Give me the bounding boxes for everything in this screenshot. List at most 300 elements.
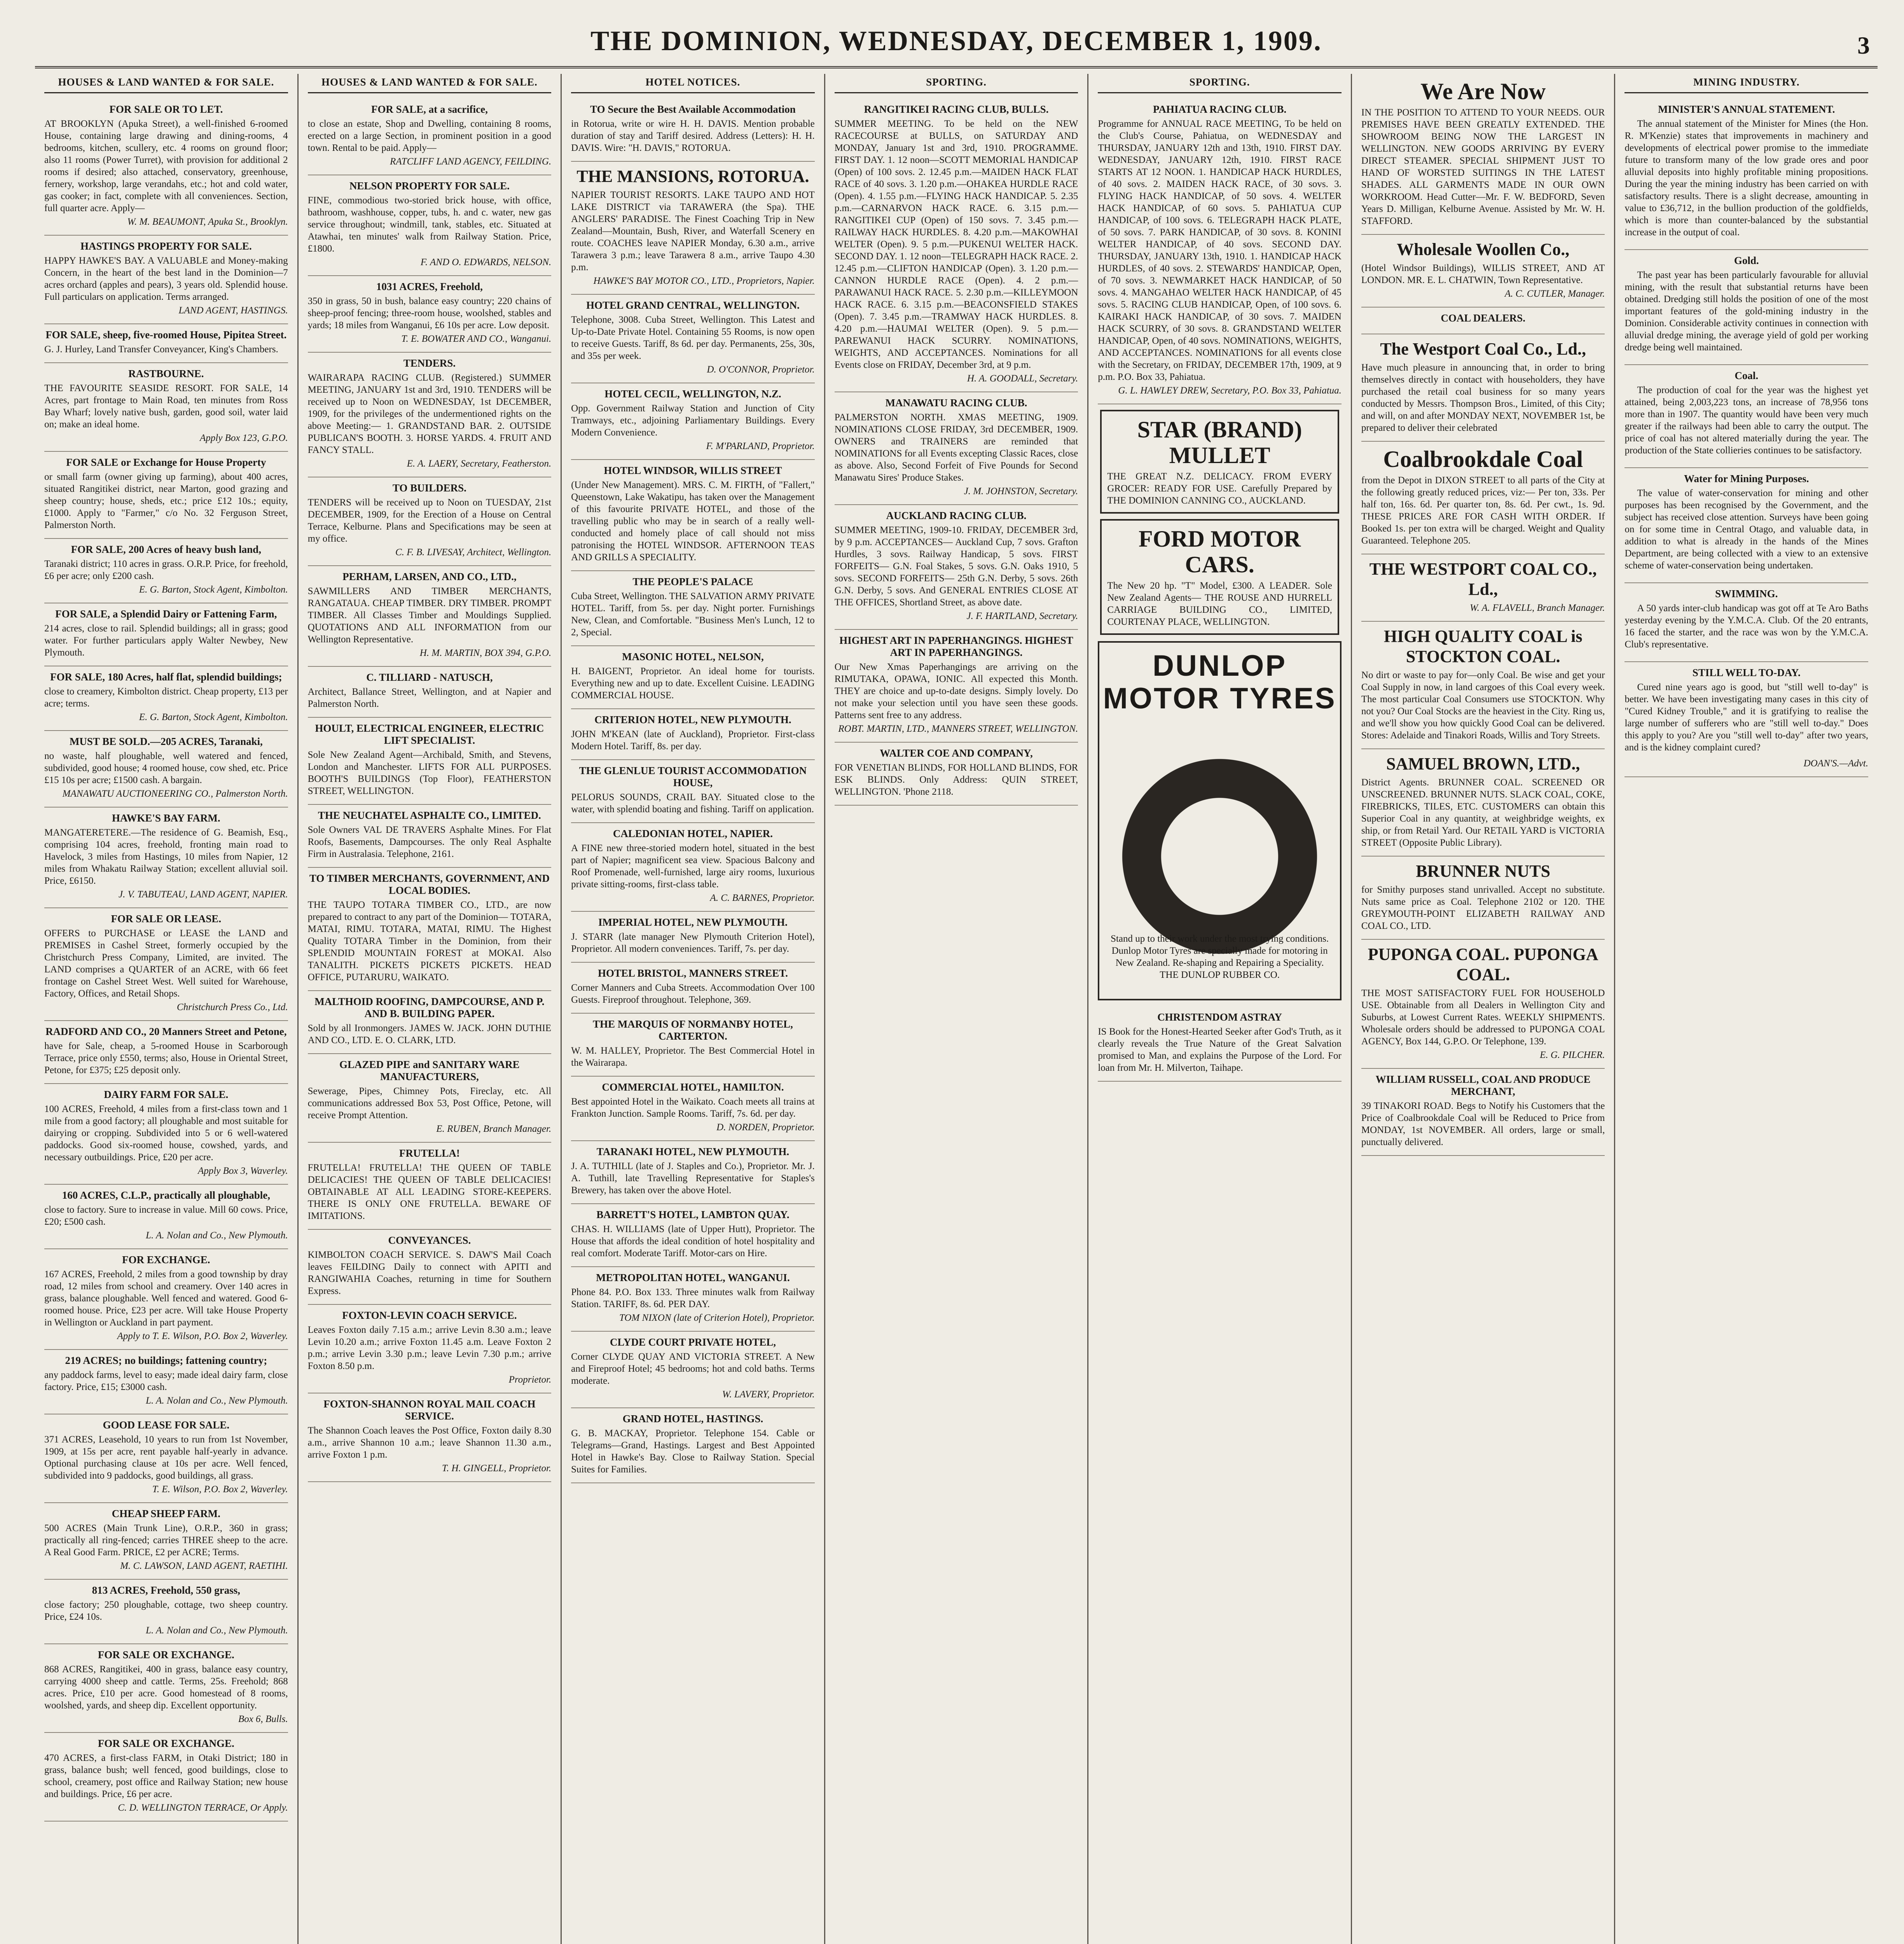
advertisement-title: CHRISTENDOM ASTRAY xyxy=(1157,1011,1282,1023)
advertisement-signature: D. NORDEN, Proprietor. xyxy=(716,1122,815,1133)
advertisement-title: STILL WELL TO-DAY. xyxy=(1692,667,1801,678)
advertisement xyxy=(1361,442,1605,554)
advertisement-title: DUNLOP MOTOR TYRES xyxy=(1103,649,1336,715)
advertisement xyxy=(1361,940,1605,1069)
advertisement xyxy=(308,276,552,353)
advertisement-title: TO TIMBER MERCHANTS, GOVERNMENT, AND LOCAL BODIES. xyxy=(309,872,550,896)
advertisement-title: TENDERS. xyxy=(403,357,456,369)
advertisement xyxy=(571,571,815,646)
advertisement xyxy=(571,460,815,571)
advertisement-title: Coal. xyxy=(1735,370,1759,381)
advertisement-body: SAWMILLERS AND TIMBER MERCHANTS, RANGATAUA. CHEAP TIMBER. DRY TIMBER. PROMPT TIMBER. All Classes Timber and Mouldings Supplied. QUOTATIONS AND ALL INFORMATION from our Wellington Representative. xyxy=(307,586,552,645)
advertisement-signature: HAWKE'S BAY MOTOR CO., LTD., Proprietors, Napier. xyxy=(593,276,815,286)
advertisement-title: Wholesale Woollen Co., xyxy=(1397,240,1570,259)
advertisement-body: IS Book for the Honest-Hearted Seeker after God's Truth, as it clearly reveals the True Nature of the Great Salvation promised to Man, and explains the Purpose of the Lord. For loan from Mr. H. Milverton, Taihape. xyxy=(1098,1026,1342,1073)
advertisement xyxy=(44,1249,288,1350)
advertisement-title: MINISTER'S ANNUAL STATEMENT. xyxy=(1658,103,1835,115)
advertisement-body: 371 ACRES, Leasehold, 10 years to run from 1st November, 1909, at 15s per acre, rent payable half-yearly in advance. Optional purchasing clause at 10s per acre. Well fenced, subdivided into 9 paddocks, good buildings, all grass. xyxy=(44,1434,288,1481)
advertisement-body: 868 ACRES, Rangitikei, 400 in grass, balance easy country, carrying 4000 sheep and cattle. Terms, 25s. Freehold; 868 acres. Price, £10 per acre. Good homestead of 8 rooms, woolshed, yards, and sheep dip. Excellent opportunity. xyxy=(44,1664,288,1711)
advertisement-title: COAL DEALERS. xyxy=(1441,312,1525,324)
advertisement xyxy=(1625,365,1868,468)
advertisement xyxy=(44,1414,288,1503)
advertisement xyxy=(1361,74,1605,235)
advertisement-title: 1031 ACRES, Freehold, xyxy=(376,281,483,292)
advertisement-signature: W. LAVERY, Proprietor. xyxy=(722,1389,815,1400)
advertisement-body: PELORUS SOUNDS, CRAIL BAY. Situated close to the water, with splendid boating and fishing. Tariff on application. xyxy=(571,792,815,815)
advertisement xyxy=(44,539,288,603)
advertisement xyxy=(1361,749,1605,857)
advertisement xyxy=(44,603,288,666)
advertisement xyxy=(44,666,288,731)
advertisement-body: The New 20 hp. "T" Model, £300. A LEADER. Sole New Zealand Agents— THE ROUSE AND HURRELL CARRIAGE BUILDING CO., LIMITED, COURTENAY PLACE, WELLINGTON. xyxy=(1107,580,1332,627)
advertisement-signature: Christchurch Press Co., Ltd. xyxy=(176,1002,288,1012)
advertisement xyxy=(1625,99,1868,250)
advertisement-body: 100 ACRES, Freehold, 4 miles from a first-class town and 1 mile from a good factory; all ploughable and most suitable for dairying or cropping. Subdivided into 5 or 6 well-watered paddocks. Good six-roomed house, cowshed, yards, and necessary outbuildings. Price, £20 per acre. xyxy=(44,1104,288,1163)
advertisement xyxy=(571,99,815,162)
advertisement xyxy=(308,667,552,718)
advertisement-body: The past year has been particularly favourable for alluvial mining, with the result that substantial returns have been obtained. Dredging still holds the position of one of the most important features of the gold-mining industry in the Dominion. Considerable activity continues in connection with alluvial dredge mining, the average yield of gold per working dredge being well maintained. xyxy=(1625,270,1869,353)
page-number: 3 xyxy=(1857,31,1870,59)
advertisement-body: or small farm (owner giving up farming), about 400 acres, situated Rangitikei district, near Marton, good grazing and sheep country; house, sheds, etc.; price £12 10s.; equity, £1000. Apply to "Farmer," c/o No. 32 Ferguson Street, Palmerston North. xyxy=(44,472,288,530)
advertisement xyxy=(1361,308,1605,334)
advertisement-title: PAHIATUA RACING CLUB. xyxy=(1153,103,1287,115)
advertisement-body: AT BROOKLYN (Apuka Street), a well-finished 6-roomed House, containing large drawing and dining-rooms, 4 bedrooms, kitchen, scullery, etc. 4 rooms on ground floor; also 11 rooms (Power Turret), with provision for additional 2 rooms if desired; also attached, conservatory, greenhouse, fernery, workshop, large verandahs, etc.; hot and cold water, gas cooker; in fact, complete with all conveniences. Section, full quarter acre. Apply— xyxy=(44,119,288,213)
advertisement-body: Sewerage, Pipes, Chimney Pots, Fireclay, etc. All communications addressed Box 53, Post Office, Petone, will receive Prompt Attention. xyxy=(307,1086,552,1121)
advertisement xyxy=(308,805,552,868)
advertisement-title: We Are Now xyxy=(1420,79,1546,104)
advertisement-title: 219 ACRES; no buildings; fattening country; xyxy=(65,1355,267,1366)
advertisement-body: 500 ACRES (Main Trunk Line), O.R.P., 360 in grass; practically all ring-fenced; carries THREE sheep to the acre. A Real Good Farm. PRICE, £2 per ACRE; Terms. xyxy=(44,1523,288,1558)
advertisement xyxy=(1361,1069,1605,1156)
advertisement-title: THE NEUCHATEL ASPHALTE CO., LIMITED. xyxy=(318,809,541,821)
advertisement-body: FOR VENETIAN BLINDS, FOR HOLLAND BLINDS, FOR ESK BLINDS. Only Address: QUIN STREET, WELLINGTON. 'Phone 2118. xyxy=(834,762,1078,797)
advertisement xyxy=(571,383,815,460)
advertisement-body: OFFERS to PURCHASE or LEASE the LAND and PREMISES in Cashel Street, formerly occupied by the Christchurch Press Company, Limited, are invited. The LAND comprises a QUARTER of an ACRE, with 66 feet frontage on Cashel Street West. Well suited for Warehouse, Factory, Offices, and Retail Shops. xyxy=(44,928,288,999)
advertisement xyxy=(571,1332,815,1408)
advertisement-title: FRUTELLA! xyxy=(399,1147,460,1159)
advertisement xyxy=(571,823,815,912)
advertisement-title: FORD MOTOR CARS. xyxy=(1138,526,1301,577)
advertisement-title: MASONIC HOTEL, NELSON, xyxy=(622,651,764,663)
column-heading: HOUSES & LAND WANTED & FOR SALE. xyxy=(308,74,552,93)
column-heading: SPORTING. xyxy=(835,74,1078,93)
advertisement-body: WAIRARAPA RACING CLUB. (Registered.) SUMMER MEETING, JANUARY 1st and 3rd, 1910. TENDERS will be received up to Noon on WEDNESDAY, 1st DECEMBER, 1909, for the privileges of the undermentioned rights on the above Meeting:— 1. GRANDSTAND BAR. 2. OUTSIDE PUBLICAN'S BOOTH. 3. HORSE YARDS. 4. FRUIT AND FANCY STALL. xyxy=(307,372,552,455)
advertisement-body: G. J. Hurley, Land Transfer Conveyancer, King's Chambers. xyxy=(44,344,278,355)
advertisement-body: close factory; 250 ploughable, cottage, two sheep country. Price, £24 10s. xyxy=(44,1600,288,1622)
advertisement xyxy=(44,731,288,808)
column-2 xyxy=(299,74,562,1944)
advertisement xyxy=(571,963,815,1014)
advertisement-body: Taranaki district; 110 acres in grass. O.R.P. Price, for freehold, £6 per acre; only £200 cash. xyxy=(44,559,288,581)
advertisement xyxy=(571,1141,815,1204)
advertisement-body: The value of water-conservation for mining and other purposes has been recognised by the Government, and the subject has received close attention. Surveys have been going on for some time in Central Otago, and valuable data, in addition to what is already in the hands of the Mines Department, are being collected with a view to an extensive scheme of water-conservation being undertaken. xyxy=(1625,488,1869,571)
advertisement xyxy=(44,1185,288,1249)
advertisement xyxy=(1361,622,1605,749)
advertisement xyxy=(835,505,1078,630)
advertisement-body: Cuba Street, Wellington. THE SALVATION ARMY PRIVATE HOTEL. Tariff, from 5s. per day. Night porter. Furnishings New, Clean, and Comfortable. "Business Men's Lunch, 12 to 2, Special. xyxy=(571,591,815,638)
advertisement-body: A FINE new three-storied modern hotel, situated in the best part of Napier; magnificent sea view. Spacious Balcony and Roof Promenade, well-furnished, large airy rooms, luxurious private sitting-rooms, first-class table. xyxy=(571,843,815,890)
advertisement-title: RANGITIKEI RACING CLUB, BULLS. xyxy=(864,103,1049,115)
advertisement-signature: J. F. HARTLAND, Secretary. xyxy=(966,611,1078,621)
advertisement-title: HIGH QUALITY COAL is STOCKTON COAL. xyxy=(1383,627,1583,666)
advertisement-body: MANGATERETERE.—The residence of G. Beamish, Esq., comprising 104 acres, freehold, fronting main road to Havelock, 3 miles from Hastings, 10 miles from Napier, 12 miles from Whakatu Railway Station; excellent alluvial soil. Price, £6150. xyxy=(44,827,288,886)
advertisement-title: PUPONGA COAL. PUPONGA COAL. xyxy=(1368,945,1598,984)
advertisement-signature: Apply to T. E. Wilson, P.O. Box 2, Waverley. xyxy=(117,1331,288,1341)
advertisement-title: FOR SALE OR TO LET. xyxy=(109,103,223,115)
masthead-title: THE DOMINION, WEDNESDAY, DECEMBER 1, 1909. xyxy=(590,25,1322,56)
advertisement-body: No dirt or waste to pay for—only Coal. Be wise and get your Coal Supply in now, in land cargoes of this Coal every week. The most particular Coal Consumers use STOCKTON. Why not you? Our Coal Stocks are the heaviest in the City. Ring us, and we'll show you how quickly Good Coal can be delivered. Stores: Adelaide and Tinakori Roads, Willis and Tory Streets. xyxy=(1361,670,1605,741)
advertisement xyxy=(1098,641,1342,1000)
advertisement xyxy=(571,1014,815,1077)
advertisement-title: THE PEOPLE'S PALACE xyxy=(632,576,753,587)
advertisement xyxy=(1625,662,1868,777)
advertisement-signature: C. D. WELLINGTON TERRACE, Or Apply. xyxy=(118,1802,288,1813)
advertisement-signature: MANAWATU AUCTIONEERING CO., Palmerston North. xyxy=(62,788,288,799)
advertisement-body: Best appointed Hotel in the Waikato. Coach meets all trains at Frankton Junction. Sample Rooms. Tariff, 7s. 6d. per day. xyxy=(571,1096,815,1119)
advertisement-title: HOULT, ELECTRICAL ENGINEER, ELECTRIC LIFT SPECIALIST. xyxy=(315,722,544,746)
advertisement-body: have for Sale, cheap, a 5-roomed House in Scarborough Terrace, price only £550, terms; also, House in Oriental Street, Petone, for £375; £25 deposit only. xyxy=(44,1041,288,1075)
advertisement-title: C. TILLIARD - NATUSCH, xyxy=(366,671,493,683)
advertisement-title: HIGHEST ART IN PAPERHANGINGS. HIGHEST ART IN PAPERHANGINGS. xyxy=(839,635,1073,658)
advertisement xyxy=(308,991,552,1054)
advertisement-title: HOTEL CECIL, WELLINGTON, N.Z. xyxy=(604,388,781,400)
column-heading: HOUSES & LAND WANTED & FOR SALE. xyxy=(44,74,288,93)
advertisement-signature: T. E. BOWATER AND CO., Wanganui. xyxy=(401,334,552,344)
advertisement-signature: T. E. Wilson, P.O. Box 2, Waverley. xyxy=(152,1484,288,1495)
advertisement-body: A 50 yards inter-club handicap was got off at Te Aro Baths yesterday evening by the Y.M.C.A. Club. Of the 20 entrants, 16 faced the starter, and the race was won by the Y.M.C.A. Club's representative. xyxy=(1625,603,1869,650)
advertisement-signature: LAND AGENT, HASTINGS. xyxy=(178,305,288,316)
advertisement-body: Corner CLYDE QUAY AND VICTORIA STREET. A New and Fireproof Hotel; 45 bedrooms; hot and cold baths. Terms moderate. xyxy=(571,1351,815,1386)
advertisement-body: THE FAVOURITE SEASIDE RESORT. FOR SALE, 14 Acres, part frontage to Main Road, ten minutes from Ross Bay Wharf; lovely native bush, garden, good soil, water laid on; make an ideal home. xyxy=(44,383,288,430)
advertisement-title: SWIMMING. xyxy=(1715,588,1778,600)
advertisement xyxy=(1361,554,1605,622)
advertisement-body: (Under New Management). MRS. C. M. FIRTH, of "Fallert," Queenstown, Lake Wakatipu, has taken over the Management of this favourite PRIVATE HOTEL, and those of the travelling public who may be in search of a really well-conducted and homely place of call should not miss patronising the HOTEL WINDSOR. AFTERNOON TEAS AND GRILLS A SPECIALITY. xyxy=(571,480,815,563)
advertisement xyxy=(308,718,552,805)
advertisement-body: Cured nine years ago is good, but "still well to-day" is better. We have been investigating many cases in this city of "Cured Kidney Trouble," and it is gratifying to realise the large number of sufferers who are "still well to-day." Does this apply to you? Are you "still well to-day" after two years, and is the kidney complaint cured? xyxy=(1625,682,1869,753)
advertisement-title: THE WESTPORT COAL CO., Ld., xyxy=(1369,559,1597,599)
advertisement-body: THE GREAT N.Z. DELICACY. FROM EVERY GROCER: READY FOR USE. Carefully Prepared by THE DOMINION CANNING CO., AUCKLAND. xyxy=(1107,471,1332,506)
advertisement-body: The production of coal for the year was the highest yet attained, being 2,003,223 tons, an increase of 78,956 tons more than in 1907. The quantity would have been very much greater if the railways had been able to carry the output. The price of coal has not altered materially during the year. The production of the State collieries continues to be satisfactory. xyxy=(1625,385,1869,456)
advertisement-body: Sold by all Ironmongers. JAMES W. JACK. JOHN DUTHIE AND CO., LTD. E. O. CLARK, LTD. xyxy=(307,1023,552,1045)
advertisement-body: Corner Manners and Cuba Streets. Accommodation Over 100 Guests. Fireproof throughout. Telephone, 369. xyxy=(571,982,815,1005)
advertisement-body: IN THE POSITION TO ATTEND TO YOUR NEEDS. OUR PREMISES HAVE BEEN GREATLY EXTENDED. THE SHOWROOM BEING NOW THE LARGEST IN WELLINGTON. NEW GOODS ARRIVING BY EVERY DIRECT STEAMER. SPECIAL SHIPMENT JUST TO HAND OF WORSTED SUITINGS IN THE LATEST SHADES. ALL GARMENTS MADE IN OUR OWN WORKROOM. Head Cutter—Mr. F. W. BEDFORD, Seven Years D. Milligan, Kelburne Avenue. Assisted by Mr. W. H. STAFFORD. xyxy=(1361,107,1605,226)
advertisement-body: 167 ACRES, Freehold, 2 miles from a good township by dray road, 12 miles from school and creamery. Over 140 acres in grass, balance ploughable. Well fenced and watered. Good 6-roomed house. Price, £23 per acre. Will take House Property in Wellington or Auckland in part payment. xyxy=(44,1269,288,1328)
advertisement-body: Architect, Ballance Street, Wellington, and at Napier and Palmerston North. xyxy=(307,687,552,709)
advertisement-signature: E. A. LAERY, Secretary, Featherston. xyxy=(407,458,552,469)
advertisement xyxy=(1098,99,1342,404)
advertisement-title: IMPERIAL HOTEL, NEW PLYMOUTH. xyxy=(598,916,788,928)
advertisement-body: from the Depot in DIXON STREET to all parts of the City at the following greatly reduced prices, viz:— Per ton, 33s. Per half ton, 16s. 6d. Per quarter ton, 8s. 6d. Per cwt., 1s. 9d. THESE PRICES ARE FOR CASH WITH ORDER. If Booked 1s. per ton extra will be charged. Weight and Quality Guaranteed. Telephone 205. xyxy=(1361,475,1605,546)
advertisement-signature: L. A. Nolan and Co., New Plymouth. xyxy=(146,1625,288,1636)
advertisement-body: Programme for ANNUAL RACE MEETING, To be held on the Club's Course, Pahiatua, on WEDNESDAY and THURSDAY, JANUARY 12th and 13th, 1910. FIRST DAY. WEDNESDAY, JANUARY 12th, 1910. FIRST RACE STARTS AT 12 NOON. 1. HANDICAP HACK HURDLES, of 40 sovs. 2. MAIDEN HACK RACE, of 30 sovs. 3. FLYING HACK HANDICAP, of 50 sovs. 4. WELTER HACK HANDICAP, of 60 sovs. 5. PAHIATUA CUP HANDICAP, of 100 sovs. 6. TELEGRAPH HACK PLATE, of 50 sovs. 7. PARK HANDICAP, of 30 sovs. 8. KONINI WELTER HANDICAP, of 40 sovs. SECOND DAY. THURSDAY, JANUARY 13th, 1910. 1. HANDICAP HACK HURDLES, of 40 sovs. 2. STEWARDS' HANDICAP, Open, of 70 sovs. 3. NEWMARKET HACK HANDICAP, of 50 sovs. 4. MANGAHAO WELTER HACK HANDICAP, of 45 sovs. 5. RACING CLUB HANDICAP, Open, of 100 sovs. 6. KAIRAKI HACK HANDICAP, of 30 sovs. 7. MAIDEN HACK SCURRY, of 30 sovs. 8. GRANDSTAND WELTER HANDICAP, Open, of 40 sovs. NOMINATIONS, WEIGHTS, AND ACCEPTANCES. NOMINATIONS for all events close with the Secretary, on FRIDAY, DECEMBER 17th, 1909, at 9 p.m. P.O. Box 33, Pahiatua. xyxy=(1098,119,1342,382)
advertisement-title: GRAND HOTEL, HASTINGS. xyxy=(622,1413,763,1425)
column-heading: MINING INDUSTRY. xyxy=(1625,74,1868,93)
advertisement-body: 470 ACRES, a first-class FARM, in Otaki District; 180 in grass, balance bush; well fenced, good buildings, close to school, creamery, post office and Railway Station; new house and buildings. Price, £6 per acre. xyxy=(44,1753,288,1799)
advertisement-title: FOR SALE or Exchange for House Property xyxy=(66,456,266,468)
advertisement-title: AUCKLAND RACING CLUB. xyxy=(886,510,1027,521)
advertisement xyxy=(571,1204,815,1267)
advertisement-body: (Hotel Windsor Buildings), WILLIS STREET, AND AT LONDON. MR. E. L. CHATWIN, Town Representative. xyxy=(1361,263,1605,285)
advertisement-body: NAPIER TOURIST RESORTS. LAKE TAUPO AND HOT LAKE DISTRICT via TARAWERA (the Spa). THE ANGLERS' PARADISE. The Finest Coaching Trip in New Zealand—Mountain, Bush, River, and Waterfall Scenery en route. COACHES leave NAPIER Monday, 6.30 a.m., arrive Tarawera 3 p.m.; leave Tarawera 8 a.m., arrive Taupo 4.30 p.m. xyxy=(571,190,815,273)
advertisement xyxy=(44,1503,288,1580)
advertisement xyxy=(1625,583,1868,662)
advertisement-body: in Rotorua, write or wire H. H. DAVIS. Mention probable duration of stay and Tariff desired. Address (Letters): H. H. DAVIS. Wire: "H. DAVIS," ROTORUA. xyxy=(571,119,815,153)
advertisement xyxy=(308,1230,552,1305)
advertisement-signature: M. C. LAWSON, LAND AGENT, RAETIHI. xyxy=(120,1561,288,1571)
advertisement-signature: DOAN'S.—Advt. xyxy=(1803,758,1869,769)
advertisement-body: no waste, half ploughable, well watered and fenced, subdivided, good house; 4 roomed house, cow shed, etc. Price £15 10s per acre; £1500 cash. A bargain. xyxy=(44,751,288,785)
advertisement xyxy=(1625,250,1868,365)
advertisement-signature: L. A. Nolan and Co., New Plymouth. xyxy=(146,1395,288,1406)
advertisement xyxy=(835,99,1078,392)
advertisement xyxy=(44,452,288,539)
advertisement-title: COMMERCIAL HOTEL, HAMILTON. xyxy=(602,1081,784,1093)
advertisement xyxy=(1625,468,1868,583)
advertisement-signature: Box 6, Bulls. xyxy=(238,1714,288,1724)
advertisement xyxy=(308,1393,552,1482)
advertisement-title: THE MARQUIS OF NORMANBY HOTEL, CARTERTON. xyxy=(593,1018,793,1042)
column-heading: SPORTING. xyxy=(1098,74,1342,93)
advertisement-title: FOR SALE, a Splendid Dairy or Fattening Farm, xyxy=(55,608,277,620)
advertisement-body: THE TAUPO TOTARA TIMBER CO., LTD., are now prepared to contract to any part of the Dominion— TOTARA, MATAI, RIMU. TOTARA, MATAI, RIMU. The Highest Quality TOTARA Timber in the Dominion, from their SPLENDID MOUNTAIN FOREST at MOKAI. Also TANALITH. PICKETS PICKETS PICKETS. HEAD OFFICE, PUTARURU, WAIKATO. xyxy=(307,900,552,982)
column-1 xyxy=(35,74,299,1944)
advertisement xyxy=(835,392,1078,505)
advertisement-title: CHEAP SHEEP FARM. xyxy=(112,1508,220,1519)
advertisement-title: HOTEL WINDSOR, WILLIS STREET xyxy=(604,465,782,476)
advertisement-signature: D. O'CONNOR, Proprietor. xyxy=(707,364,815,375)
advertisement-signature: L. A. Nolan and Co., New Plymouth. xyxy=(146,1230,288,1241)
advertisement-title: FOR SALE OR EXCHANGE. xyxy=(98,1738,234,1749)
advertisement xyxy=(1361,334,1605,442)
advertisement-body: CHAS. H. WILLIAMS (late of Upper Hutt), Proprietor. The House that affords the ideal condition of hotel hospitality and real comfort. Moderate Tariff. Motor-cars on Hire. xyxy=(571,1224,815,1259)
advertisement xyxy=(571,1408,815,1483)
advertisement-signature: E. G. Barton, Stock Agent, Kimbolton. xyxy=(139,712,288,722)
advertisement-body: close to factory. Sure to increase in value. Mill 60 cows. Price, £20; £500 cash. xyxy=(44,1205,288,1227)
column-6 xyxy=(1352,74,1616,1944)
advertisement-title: FOXTON-LEVIN COACH SERVICE. xyxy=(342,1309,517,1321)
advertisement-body: 39 TINAKORI ROAD. Begs to Notify his Customers that the Price of Coalbrookdale Coal will be Reduced to Price from MONDAY, 1st NOVEMBER. All orders, large or small, punctually delivered. xyxy=(1361,1101,1605,1147)
advertisement-body: FINE, commodious two-storied brick house, with office, bathroom, washhouse, copper, tubs, h. and c. water, new gas service throughout; windmill, tank, stables, etc. Situated at Atawhai, ten minutes' walk from Railway Station. Price, £1800. xyxy=(307,195,552,254)
advertisement-body: close to creamery, Kimbolton district. Cheap property, £13 per acre; terms. xyxy=(44,686,288,709)
advertisement-body: Stand up to their work under the most trying conditions. Dunlop Motor Tyres are specially made for motoring in New Zealand. Re-shaping and Repairing a Speciality. THE DUNLOP RUBBER CO. xyxy=(1111,934,1329,980)
advertisement-signature: ROBT. MARTIN, LTD., MANNERS STREET, WELLINGTON. xyxy=(838,724,1078,734)
advertisement-title: HASTINGS PROPERTY FOR SALE. xyxy=(80,240,252,252)
advertisement xyxy=(44,808,288,908)
advertisement-title: HOTEL BRISTOL, MANNERS STREET. xyxy=(597,967,788,979)
advertisement xyxy=(308,868,552,991)
advertisement-body: The Shannon Coach leaves the Post Office, Foxton daily 8.30 a.m., arrive Shannon 10 a.m.; leave Shannon 11.30 a.m., arrive Foxton 1 p.m. xyxy=(307,1425,552,1460)
advertisement-title: 813 ACRES, Freehold, 550 grass, xyxy=(92,1584,240,1596)
advertisement-title: CONVEYANCES. xyxy=(388,1234,471,1246)
advertisement-body: FRUTELLA! FRUTELLA! THE QUEEN OF TABLE DELICACIES! THE QUEEN OF TABLE DELICACIES! OBTAINABLE AT ALL LEADING STORE-KEEPERS. THERE IS ONLY ONE FRUTELLA. BEWARE OF IMITATIONS. xyxy=(307,1163,552,1221)
advertisement-body: G. B. MACKAY, Proprietor. Telephone 154. Cable or Telegrams—Grand, Hastings. Largest and Best Appointed Hotel in Hawke's Bay. Close to Railway Station. Special Suites for Families. xyxy=(571,1428,815,1475)
advertisement-body: PALMERSTON NORTH. XMAS MEETING, 1909. NOMINATIONS CLOSE FRIDAY, 3rd DECEMBER, 1909. OWNERS and TRAINERS are reminded that NOMINATIONS for all Events excepting Classic Races, close as above. Also, Second Forfeit of Five Pounds for Second Manawatu Sires' Produce Stakes. xyxy=(834,412,1078,483)
advertisement-title: FOR EXCHANGE. xyxy=(122,1254,210,1266)
advertisement xyxy=(571,162,815,295)
advertisement-title: FOR SALE, 180 Acres, half flat, splendid buildings; xyxy=(50,671,282,683)
advertisement-signature: W. M. BEAUMONT, Apuka St., Brooklyn. xyxy=(127,217,288,227)
advertisement-body: JOHN M'KEAN (late of Auckland), Proprietor. First-class Modern Hotel. Tariff, 8s. per day. xyxy=(571,729,815,752)
advertisement-signature: G. L. HAWLEY DREW, Secretary, P.O. Box 33, Pahiatua. xyxy=(1118,385,1342,396)
advertisement-body: H. BAIGENT, Proprietor. An ideal home for tourists. Everything new and up to date. Excellent Cuisine. LEADING COMMERCIAL HOUSE. xyxy=(571,666,815,701)
advertisement-title: GLAZED PIPE and SANITARY WARE MANUFACTURERS, xyxy=(339,1059,520,1082)
advertisement-body: to close an estate, Shop and Dwelling, containing 8 rooms, erected on a large Section, in prominent position in a good town. Rental to be paid. Apply— xyxy=(307,119,552,153)
advertisement-body: District Agents. BRUNNER COAL. SCREENED OR UNSCREENED. BRUNNER NUTS. SLACK COAL, COKE, FIREBRICKS, TILES, ETC. CUSTOMERS can obtain this Superior Coal in any quantity, at weighbridge weights, ex ship, or from Retail Yard. Our RETAIL YARD is VICTORIA STREET (Opposite Public Library). xyxy=(1361,777,1605,848)
advertisement-title: BARRETT'S HOTEL, LAMBTON QUAY. xyxy=(596,1209,790,1220)
advertisement-title: MALTHOID ROOFING, DAMPCOURSE, AND P. AND B. BUILDING PAPER. xyxy=(314,996,545,1019)
advertisement xyxy=(44,1580,288,1644)
columns xyxy=(35,74,1878,1944)
advertisement-body: Sole New Zealand Agent—Archibald, Smith, and Stevens, London and Manchester. LIFTS FOR ALL PURPOSES. BOOTH'S BUILDINGS (Top Floor), FEATHERSTON STREET, WELLINGTON. xyxy=(307,750,552,796)
advertisement xyxy=(571,912,815,963)
advertisement-body: 214 acres, close to rail. Splendid buildings; all in grass; good water. For further particulars apply Walter Newbey, New Plymouth. xyxy=(44,623,288,658)
advertisement xyxy=(44,99,288,236)
advertisement-title: The Westport Coal Co., Ld., xyxy=(1380,339,1586,358)
advertisement-body: J. STARR (late manager New Plymouth Criterion Hotel), Proprietor. All modern conveniences. Tariff, 7s. per day. xyxy=(571,932,815,954)
advertisement-signature: F. AND O. EDWARDS, NELSON. xyxy=(420,257,552,267)
advertisement-title: WALTER COE AND COMPANY, xyxy=(880,747,1033,759)
advertisement xyxy=(44,236,288,324)
advertisement-title: THE MANSIONS, ROTORUA. xyxy=(576,167,809,186)
advertisement-signature: E. G. PILCHER. xyxy=(1540,1050,1605,1060)
advertisement xyxy=(308,1143,552,1230)
advertisement-title: FOR SALE, at a sacrifice, xyxy=(371,103,488,115)
advertisement xyxy=(571,760,815,823)
advertisement-body: Opp. Government Railway Station and Junction of City Tramways, etc., adjoining Parliamentary Buildings. Every Modern Convenience. xyxy=(571,403,815,438)
advertisement-title: TARANAKI HOTEL, NEW PLYMOUTH. xyxy=(596,1146,790,1157)
advertisement-signature: T. H. GINGELL, Proprietor. xyxy=(442,1463,552,1474)
advertisement-title: RASTBOURNE. xyxy=(128,368,204,379)
advertisement xyxy=(308,353,552,477)
advertisement-title: 160 ACRES, C.L.P., practically all ploughable, xyxy=(62,1189,270,1201)
advertisement-title: FOR SALE, 200 Acres of heavy bush land, xyxy=(71,544,261,555)
advertisement-signature: H. M. MARTIN, BOX 394, G.P.O. xyxy=(419,648,552,658)
advertisement-title: TO BUILDERS. xyxy=(392,482,466,494)
advertisement-body: Leaves Foxton daily 7.15 a.m.; arrive Levin 8.30 a.m.; leave Levin 10.20 a.m.; arrive Foxton 11.45 a.m. Leave Foxton 2 p.m.; arrive Levin 3.30 p.m.; leave Levin 7.30 p.m.; arrive Foxton 8.50 p.m. xyxy=(307,1325,552,1371)
advertisement-title: DAIRY FARM FOR SALE. xyxy=(104,1089,229,1100)
advertisement-signature: TOM NIXON (late of Criterion Hotel), Proprietor. xyxy=(619,1313,815,1323)
advertisement-title: Gold. xyxy=(1734,255,1759,266)
advertisement xyxy=(835,743,1078,806)
advertisement-body: THE MOST SATISFACTORY FUEL FOR HOUSEHOLD USE. Obtainable from all Dealers in Wellington City and Suburbs, at Lowest Current Rates. WEEKLY SHIPMENTS. Wholesale orders should be addressed to PUPONGA COAL AGENCY, Box 144, G.P.O. Or Telephone, 139. xyxy=(1361,988,1605,1047)
advertisement-title: PERHAM, LARSEN, AND CO., LTD., xyxy=(342,571,517,582)
advertisement-signature: A. C. CUTLER, Manager. xyxy=(1504,288,1605,299)
column-3 xyxy=(562,74,825,1944)
advertisement-signature: F. M'PARLAND, Proprietor. xyxy=(706,441,815,451)
advertisement xyxy=(308,566,552,667)
advertisement-signature: E. RUBEN, Branch Manager. xyxy=(436,1124,552,1134)
advertisement-title: FOXTON-SHANNON ROYAL MAIL COACH SERVICE. xyxy=(323,1398,536,1422)
advertisement-title: MANAWATU RACING CLUB. xyxy=(885,397,1027,409)
advertisement xyxy=(44,324,288,363)
advertisement-body: TENDERS will be received up to Noon on TUESDAY, 21st DECEMBER, 1909, for the Erection of a House on Central Terrace, Kelburne. Plans and Specifications may be seen at my office. xyxy=(307,497,552,544)
advertisement-body: J. A. TUTHILL (late of J. Staples and Co.), Proprietor. Mr. J. A. Tuthill, late Travelling Representative for Staples's Brewery, has taken over the above Hotel. xyxy=(571,1161,815,1196)
advertisement-title: STAR (BRAND) MULLET xyxy=(1137,417,1302,468)
advertisement xyxy=(308,99,552,175)
advertisement xyxy=(571,295,815,383)
advertisement xyxy=(1361,857,1605,940)
advertisement-title: Coalbrookdale Coal xyxy=(1383,446,1583,472)
advertisement-body: Telephone, 3008. Cuba Street, Wellington. This Latest and Up-to-Date Private Hotel. Containing 55 Rooms, is now open to receive Guests. Tariff, 8s 6d. per day. Permanents, 25s, 30s, and 35s per week. xyxy=(571,315,815,361)
advertisement xyxy=(44,908,288,1021)
advertisement xyxy=(44,1084,288,1185)
advertisement-title: SAMUEL BROWN, LTD., xyxy=(1386,754,1580,773)
advertisement-title: HOTEL GRAND CENTRAL, WELLINGTON. xyxy=(586,299,800,311)
advertisement-body: Phone 84. P.O. Box 133. Three minutes walk from Railway Station. TARIFF, 8s. 6d. PER DAY. xyxy=(571,1287,815,1309)
advertisement xyxy=(1100,519,1339,635)
advertisement-signature: J. V. TABUTEAU, LAND AGENT, NAPIER. xyxy=(118,889,288,900)
advertisement-signature: E. G. Barton, Stock Agent, Kimbolton. xyxy=(139,584,288,595)
advertisement-title: GOOD LEASE FOR SALE. xyxy=(103,1419,230,1431)
advertisement xyxy=(571,646,815,709)
column-4 xyxy=(825,74,1089,1944)
advertisement-title: RADFORD AND CO., 20 Manners Street and Petone, xyxy=(45,1026,287,1037)
column-7 xyxy=(1615,74,1878,1944)
advertisement-signature: C. F. B. LIVESAY, Architect, Wellington. xyxy=(395,547,552,558)
advertisement-body: Have much pleasure in announcing that, in order to bring themselves directly in contact with householders, they have purchased the retail coal business for so many years conducted by Messrs. Thompson Bros., Limited, of this City; and will, on and after MONDAY NEXT, NOVEMBER 1st, be prepared to deliver their celebrated xyxy=(1361,362,1605,433)
advertisement-title: CRITERION HOTEL, NEW PLYMOUTH. xyxy=(594,714,791,726)
advertisement xyxy=(1361,235,1605,308)
advertisement xyxy=(1098,1007,1342,1082)
advertisement-body: Our New Xmas Paperhangings are arriving on the RIMUTAKA, OPAWA, IONIC. All expected this Month. THEY are choice and up-to-date designs. Simply lovely. Do not make your selection until you have seen these goods. Patterns sent free to any address. xyxy=(834,662,1078,720)
advertisement-body: Sole Owners VAL DE TRAVERS Asphalte Mines. For Flat Roofs, Basements, Dampcourses. The only Real Asphalte Firm in Australasia. Telephone, 2161. xyxy=(307,825,552,859)
advertisement-signature: H. A. GOODALL, Secretary. xyxy=(967,373,1078,384)
advertisement xyxy=(44,1021,288,1084)
advertisement-body: The annual statement of the Minister for Mines (the Hon. R. M'Kenzie) states that improvements in machinery and developments of electrical power promise to the immediate future to transform many of the low grade ores and poor alluvial deposits into highly profitable mining propositions. During the year the mining industry has been carried on with satisfactory results. There is a slight decrease, amounting in value to £36,712, in the bullion production of the goldfields, which is more than counter-balanced by the substantial increase in the output of coal. xyxy=(1625,119,1869,238)
advertisement-signature: W. A. FLAVELL, Branch Manager. xyxy=(1470,603,1605,613)
advertisement-title: WILLIAM RUSSELL, COAL AND PRODUCE MERCHANT, xyxy=(1375,1073,1591,1097)
advertisement-title: THE GLENLUE TOURIST ACCOMMODATION HOUSE, xyxy=(579,765,807,788)
advertisement-title: METROPOLITAN HOTEL, WANGANUI. xyxy=(596,1272,790,1283)
advertisement-title: CALEDONIAN HOTEL, NAPIER. xyxy=(613,828,773,839)
advertisement xyxy=(308,1054,552,1143)
advertisement-title: TO Secure the Best Available Accommodation xyxy=(590,103,796,115)
masthead xyxy=(35,16,1878,68)
advertisement xyxy=(44,1350,288,1414)
advertisement-title: FOR SALE OR LEASE. xyxy=(111,913,222,925)
advertisement-title: MUST BE SOLD.—205 ACRES, Taranaki, xyxy=(69,736,263,747)
advertisement-signature: J. M. JOHNSTON, Secretary. xyxy=(964,486,1078,496)
advertisement-title: FOR SALE, sheep, five-roomed House, Pipitea Street. xyxy=(45,329,287,341)
advertisement-body: for Smithy purposes stand unrivalled. Accept no substitute. Nuts same price as Coal. Telephone 2102 or 120. THE GREYMOUTH-POINT ELIZABETH RAILWAY AND COAL CO., LTD. xyxy=(1361,885,1605,931)
advertisement-title: HAWKE'S BAY FARM. xyxy=(112,812,220,824)
column-heading: HOTEL NOTICES. xyxy=(571,74,815,93)
advertisement-body: SUMMER MEETING. To be held on the NEW RACECOURSE at BULLS, on SATURDAY AND MONDAY, January 1st and 3rd, 1910. PROGRAMME. FIRST DAY. 1. 12 noon—SCOTT MEMORIAL HANDICAP (Open) of 100 sovs. 2. 12.45 p.m.—MAIDEN HACK FLAT RACE of 40 sovs. 3. 1.20 p.m.—OHAKEA HURDLE RACE (Open). 4. 1.55 p.m.—FLYING HACK HANDICAP. 5. 2.35 p.m.—CARNARVON HACK RACE. 6. 3.15 p.m.—RANGITIKEI CUP (Open) of 150 sovs. 7. 3.45 p.m.—RAILWAY HACK HURDLES. 8. 4.20 p.m.—MAKOWHAI WELTER (Open). 9. 5 p.m.—PUKENUI WELTER HACK. SECOND DAY. 1. 12 noon—TELEGRAPH HACK RACE. 2. 12.45 p.m.—CLIFTON HANDICAP (Open). 3. 1.20 p.m.—CANNON HURDLE RACE (Open). 4. 2 p.m.—PARAWANUI HACK RACE. 5. 2.30 p.m.—KILLEYMOON HACK RACE. 6. 3.15 p.m.—BEACONSFIELD STAKES (Open). 7. 3.45 p.m.—TRAMWAY HACK HURDLES. 8. 4.20 p.m.—HAUMAI WELTER (Open). 9. 5 p.m.—PAREWANUI HACK SCURRY. NOMINATIONS, WEIGHTS, AND ACCEPTANCES. Nominations for all Events close on FRIDAY, December 3rd, at 9 p.m. xyxy=(834,119,1078,370)
advertisement-signature: RATCLIFF LAND AGENCY, FEILDING. xyxy=(390,156,552,167)
advertisement-signature: A. C. BARNES, Proprietor. xyxy=(710,893,815,903)
advertisement-signature: Apply Box 123, G.P.O. xyxy=(199,433,288,443)
advertisement xyxy=(835,630,1078,743)
advertisement-signature: Apply Box 3, Waverley. xyxy=(197,1166,288,1176)
column-5 xyxy=(1088,74,1352,1944)
advertisement xyxy=(308,477,552,566)
advertisement xyxy=(44,363,288,452)
advertisement xyxy=(44,1733,288,1822)
advertisement-body: W. M. HALLEY, Proprietor. The Best Commercial Hotel in the Wairarapa. xyxy=(571,1045,815,1068)
advertisement-body: HAPPY HAWKE'S BAY. A VALUABLE and Money-making Concern, in the heart of the best land in the Dominion—7 acres orchard (apples and pears), 3 years old. Splendid house. Full particulars on application. Terms arranged. xyxy=(44,255,288,302)
advertisement-title: BRUNNER NUTS xyxy=(1416,862,1551,881)
advertisement-body: SUMMER MEETING, 1909-10. FRIDAY, DECEMBER 3rd, by 9 p.m. ACCEPTANCES— Auckland Cup, 7 sovs. Grafton Hurdles, 3 sovs. Railway Handicap, 5 sovs. FIRST FORFEITS— G.N. Foal Stakes, 5 sovs. G.N. Oaks 1910, 5 sovs. SECOND FORFEITS— 25th G.N. Derby, 5 sovs. 26th G.N. Derby, 5 sovs. And GENERAL ENTRIES CLOSE AT THE OFFICES, Shortland Street, as above date. xyxy=(834,525,1078,608)
advertisement xyxy=(44,1644,288,1733)
advertisement-title: NELSON PROPERTY FOR SALE. xyxy=(349,180,510,192)
advertisement xyxy=(308,1305,552,1393)
advertisement-title: CLYDE COURT PRIVATE HOTEL, xyxy=(610,1336,776,1348)
advertisement-body: 350 in grass, 50 in bush, balance easy country; 220 chains of sheep-proof fencing; three-room house, woolshed, stables and yards; 18 miles from Wanganui, £6 10s per acre. Low deposit. xyxy=(307,296,552,330)
advertisement-body: any paddock farms, level to easy; made ideal dairy farm, close factory. Price, £15; £3000 cash. xyxy=(44,1370,288,1392)
advertisement xyxy=(308,175,552,276)
advertisement-signature: Proprietor. xyxy=(508,1374,552,1385)
advertisement-title: FOR SALE OR EXCHANGE. xyxy=(98,1649,234,1661)
